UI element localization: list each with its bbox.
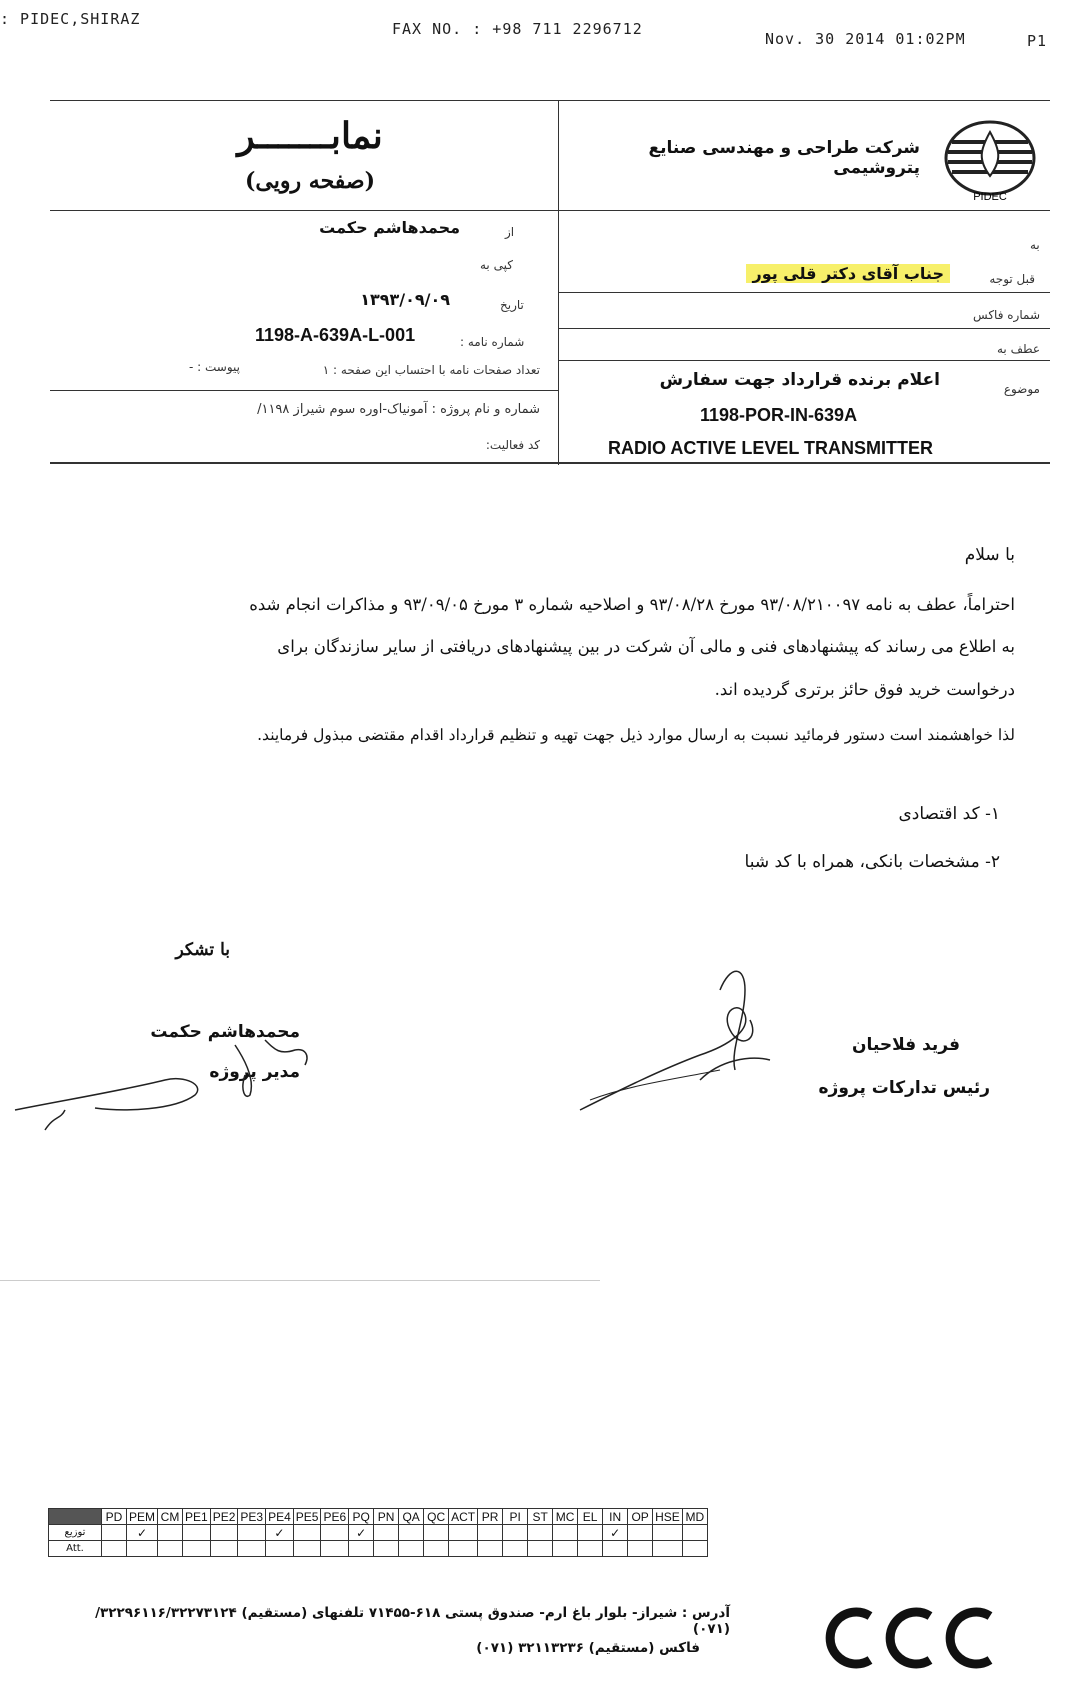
dist-cell xyxy=(578,1525,603,1541)
fax-title: نمابـــــــر xyxy=(237,115,383,157)
fax-sender: : PIDEC,SHIRAZ xyxy=(0,10,141,28)
dist-cell xyxy=(682,1525,707,1541)
body-item-1: ۱- کد اقتصادی xyxy=(898,804,1000,824)
dist-header: PR xyxy=(478,1509,503,1525)
dist-cell xyxy=(628,1525,653,1541)
fax-datetime: Nov. 30 2014 01:02PM xyxy=(765,30,966,48)
fax-subtitle: (صفحه رویی) xyxy=(245,168,375,194)
dist-cell xyxy=(424,1541,449,1557)
dist-header: EL xyxy=(578,1509,603,1525)
attn-value xyxy=(700,264,950,283)
dist-header: PE4 xyxy=(266,1509,294,1525)
to-label: به xyxy=(1030,238,1040,252)
dist-cell xyxy=(503,1525,528,1541)
body-para1-line2: به اطلاع می رساند که پیشنهادهای فنی و مالی آن شرکت در بین پیشنهادهای دریافتی از سایر سازندگان برای xyxy=(277,637,1015,656)
dist-cell xyxy=(449,1541,478,1557)
header-left-rule xyxy=(50,210,558,211)
dist-header: PI xyxy=(503,1509,528,1525)
right-signer-name: فرید فلاحیان xyxy=(852,1035,960,1055)
dist-cell xyxy=(478,1541,503,1557)
subject-line-1: اعلام برنده قرارداد جهت سفارش xyxy=(659,370,940,390)
dist-cell xyxy=(183,1541,211,1557)
subject-label: موضوع xyxy=(1003,382,1040,396)
subject-line-2: 1198-POR-IN-639A xyxy=(700,405,858,425)
dist-cell xyxy=(374,1525,399,1541)
dist-cell xyxy=(102,1525,127,1541)
dist-header: PE3 xyxy=(238,1509,266,1525)
check-mark-icon: ✓ xyxy=(266,1525,294,1541)
dist-cell xyxy=(266,1541,294,1557)
header-divider xyxy=(558,100,559,465)
from-label: از xyxy=(505,225,515,239)
dist-header: CM xyxy=(158,1509,183,1525)
dist-cell xyxy=(158,1525,183,1541)
dist-cell xyxy=(553,1541,578,1557)
attachment-label: پیوست : - xyxy=(189,360,240,374)
ref-rule xyxy=(558,360,1050,361)
dist-header: PN xyxy=(374,1509,399,1525)
dist-header: PE5 xyxy=(293,1509,321,1525)
dist-cell xyxy=(578,1541,603,1557)
dist-cell xyxy=(210,1525,238,1541)
dist-cell xyxy=(653,1541,683,1557)
certification-logos xyxy=(812,1598,1012,1678)
pidec-logo xyxy=(940,120,1040,206)
dist-header: MD xyxy=(682,1509,707,1525)
dist-cell xyxy=(210,1541,238,1557)
dist-header: PEM xyxy=(127,1509,158,1525)
right-signature xyxy=(570,960,800,1130)
cc-label: کپی به xyxy=(480,258,513,272)
dist-cell xyxy=(553,1525,578,1541)
dist-row-label: توزیع xyxy=(49,1525,102,1541)
scan-fold-line xyxy=(0,1280,600,1281)
footer-fax: فاکس (مستقیم) ۳۲۱۱۳۲۳۶ (۰۷۱) xyxy=(476,1640,700,1656)
check-mark-icon: ✓ xyxy=(127,1525,158,1541)
header-bottom-rule xyxy=(50,462,1050,464)
dist-cell xyxy=(293,1541,321,1557)
left-signature xyxy=(5,1020,345,1140)
dist-cell xyxy=(528,1541,553,1557)
dist-cell xyxy=(158,1541,183,1557)
header-top-rule xyxy=(50,100,1050,101)
left-signer-name: محمدهاشم حکمت xyxy=(150,1022,300,1042)
activity-label: کد فعالیت: xyxy=(485,438,540,452)
dist-header: PE2 xyxy=(210,1509,238,1525)
footer-address: آدرس : شیراز- بلوار باغ ارم- صندوق پستی ۶۱۸-۷۱۴۵۵ تلفنهای (مستقیم) ۳۲۲۹۶۱۱۶/۳۲۲۷۳۱۲۴/ (۰۷۱) xyxy=(95,1605,730,1637)
attn-rule xyxy=(558,292,1050,293)
dist-header: HSE xyxy=(653,1509,683,1525)
dist-cell xyxy=(399,1525,424,1541)
fax-label: شماره فاکس xyxy=(973,308,1040,322)
dist-row-label: Att. xyxy=(49,1541,102,1557)
dist-cell xyxy=(478,1525,503,1541)
dist-cell xyxy=(102,1541,127,1557)
dist-cell xyxy=(238,1525,266,1541)
right-signer-title: رئیس تدارکات پروژه xyxy=(818,1078,990,1098)
date-label: تاریخ xyxy=(500,298,524,312)
dist-cell xyxy=(603,1541,628,1557)
svg-text:PIDEC: PIDEC xyxy=(973,191,1007,203)
distribution-corner-cell xyxy=(49,1509,102,1525)
fax-page: P1 xyxy=(1027,32,1048,50)
dist-header: ST xyxy=(528,1509,553,1525)
dist-header: PD xyxy=(102,1509,127,1525)
dist-cell xyxy=(449,1525,478,1541)
dist-cell xyxy=(321,1525,349,1541)
dist-cell xyxy=(321,1541,349,1557)
dist-header: PE1 xyxy=(183,1509,211,1525)
body-item-2: ۲- مشخصات بانکی، همراه با کد شبا xyxy=(744,852,1000,872)
header-right-rule xyxy=(558,210,1050,211)
thanks: با تشکر xyxy=(175,940,230,960)
fax-rule xyxy=(558,328,1050,329)
dist-cell xyxy=(374,1541,399,1557)
distribution-table xyxy=(48,1508,708,1557)
from-value: محمدهاشم حکمت xyxy=(319,218,460,237)
dist-cell xyxy=(293,1525,321,1541)
dist-header: PQ xyxy=(349,1509,374,1525)
check-mark-icon: ✓ xyxy=(349,1525,374,1541)
dist-header: IN xyxy=(603,1509,628,1525)
dist-cell xyxy=(424,1525,449,1541)
distribution-header-row xyxy=(49,1509,708,1525)
dist-cell xyxy=(349,1541,374,1557)
dist-cell xyxy=(183,1525,211,1541)
dist-cell xyxy=(653,1525,683,1541)
date-value: ۱۳۹۳/۰۹/۰۹ xyxy=(360,290,450,309)
letter-no-value: 1198-A-639A-L-001 xyxy=(255,325,416,345)
left-fields-rule xyxy=(50,390,558,391)
attn-highlight: جناب آقای دکتر قلی پور xyxy=(746,264,950,283)
dist-cell xyxy=(628,1541,653,1557)
dist-cell xyxy=(528,1525,553,1541)
company-name: شرکت طراحی و مهندسی صنایع پتروشیمی xyxy=(648,138,920,178)
left-signer-title: مدیر پروژه xyxy=(209,1062,300,1082)
letter-no-label: شماره نامه : xyxy=(460,335,525,349)
attn-label: قبل توجه xyxy=(989,272,1035,286)
body-para1-line3: درخواست خرید فوق حائز برتری گردیده اند. xyxy=(714,680,1015,699)
dist-cell xyxy=(127,1541,158,1557)
body-para1-line1: احتراماً، عطف به نامه ۹۳/۰۸/۲۱۰۰۹۷ مورخ ۹۳/۰۸/۲۸ و اصلاحیه شماره ۳ مورخ ۹۳/۰۹/۰۵ و مذاکرات انجام شده xyxy=(249,595,1015,614)
dist-header: OP xyxy=(628,1509,653,1525)
project-label: شماره و نام پروژه : آمونیاک-اوره سوم شیراز ۱۱۹۸/ xyxy=(257,402,540,417)
dist-header: QC xyxy=(424,1509,449,1525)
distribution-row xyxy=(49,1525,708,1541)
subject-line-3: RADIO ACTIVE LEVEL TRANSMITTER xyxy=(608,438,934,458)
dist-cell xyxy=(503,1541,528,1557)
pages-label: تعداد صفحات نامه با احتساب این صفحه : ۱ xyxy=(322,363,540,377)
dist-cell xyxy=(682,1541,707,1557)
dist-header: QA xyxy=(399,1509,424,1525)
ref-label: عطف به xyxy=(996,342,1040,356)
dist-cell xyxy=(399,1541,424,1557)
dist-header: PE6 xyxy=(321,1509,349,1525)
dist-cell xyxy=(238,1541,266,1557)
greeting: با سلام xyxy=(964,545,1015,565)
dist-header: MC xyxy=(553,1509,578,1525)
check-mark-icon: ✓ xyxy=(603,1525,628,1541)
fax-number: FAX NO. : +98 711 2296712 xyxy=(392,20,643,38)
body-para2: لذا خواهشمند است دستور فرمائید نسبت به ارسال موارد ذیل جهت تهیه و تنظیم قرارداد اقدام مقتضی مبذول فرمایند. xyxy=(257,726,1015,744)
dist-header: ACT xyxy=(449,1509,478,1525)
distribution-row xyxy=(49,1541,708,1557)
